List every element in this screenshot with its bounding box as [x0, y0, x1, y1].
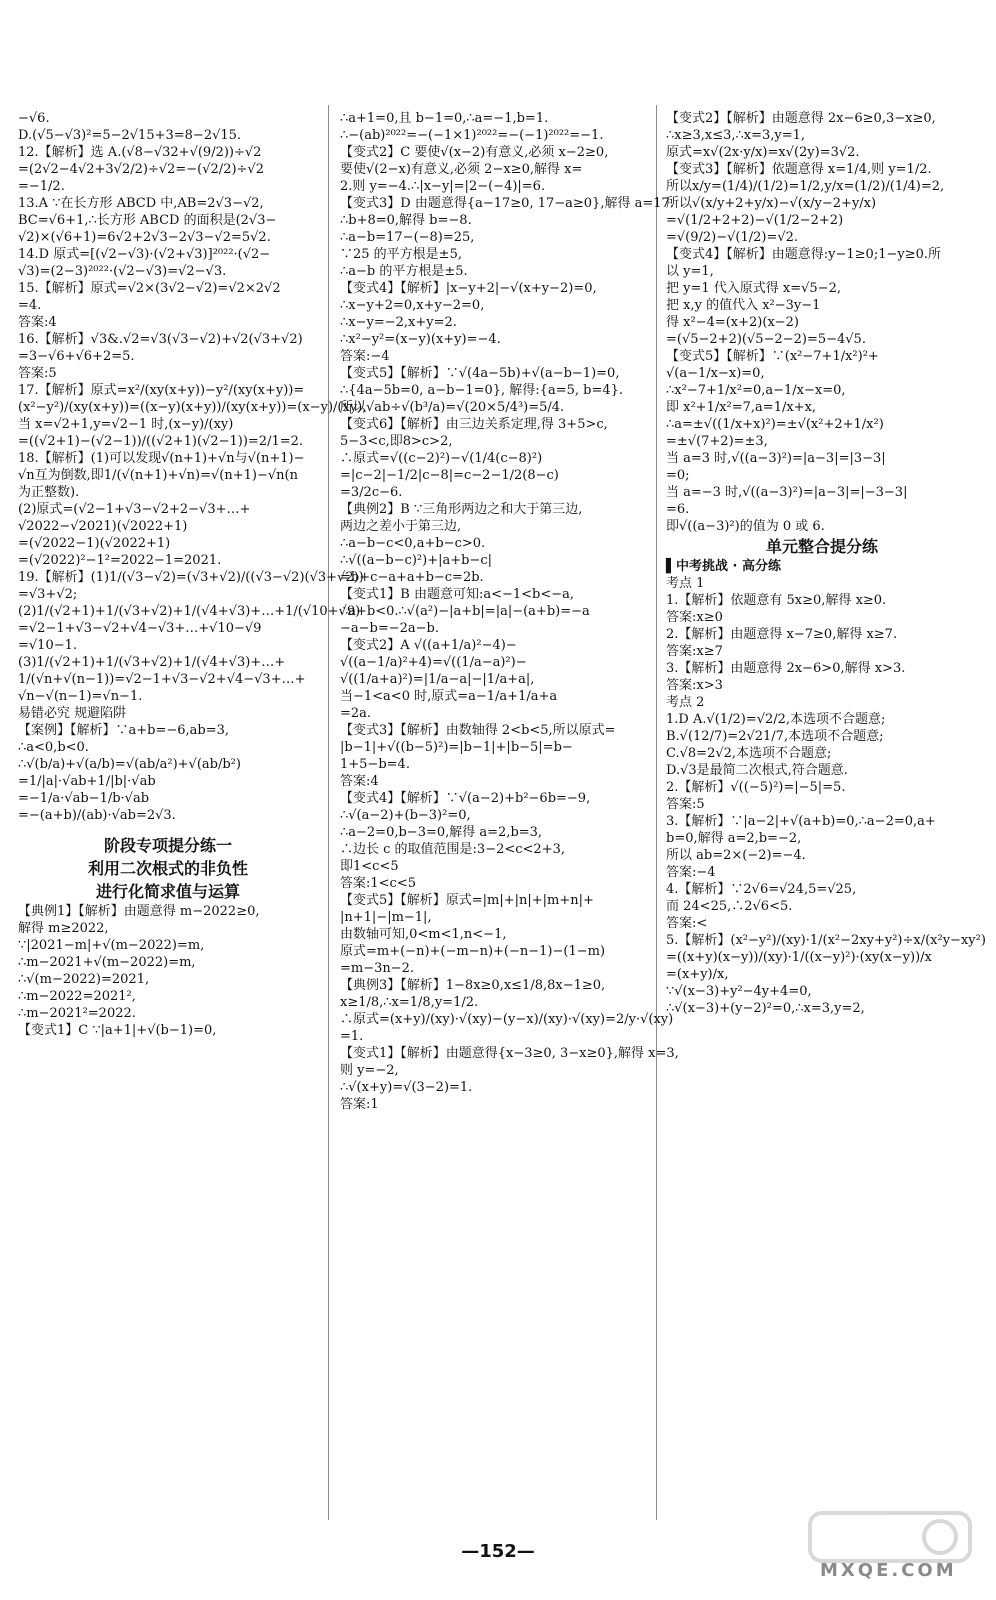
text-line: 【变式4】【解析】|x−y+2|−√(x+y−2)=0,: [340, 281, 597, 296]
text-line: √(a−1/x−x)=0,: [666, 366, 765, 381]
text-line: 即 x²+1/x²=7,a=1/x+x,: [666, 400, 817, 415]
column-2-lines: [340, 110, 679, 1113]
text-line: 为正整数).: [18, 485, 80, 500]
text-line: =√(9/2)−√(1/2)=√2.: [666, 230, 799, 245]
text-line: ∴b+8=0,解得 b=−8.: [340, 213, 472, 228]
text-line: 1.【解析】依题意有 5x≥0,解得 x≥0.: [666, 593, 887, 608]
text-line: √2)×(√6+1)=6√2+2√3−2√3−√2=5√2.: [18, 230, 271, 245]
text-line: ∴x≥3,x≤3,∴x=3,y=1,: [666, 128, 806, 143]
text-line: 答案:x>3: [666, 678, 723, 693]
text-line: (2)1/(√2+1)+1/(√3+√2)+1/(√4+√3)+…+1/(√10+√9): [18, 604, 361, 619]
text-line: x≥1/8,∴x=1/8,y=1/2.: [340, 995, 479, 1010]
text-line: ∴√(m−2022)=2021,: [18, 972, 150, 987]
answer-column-3: [666, 110, 986, 1520]
text-line: =3−√6+√6+2=5.: [18, 349, 135, 364]
text-line: ∴原式=(x+y)/(xy)·√(xy)−(y−x)/(xy)·√(xy)=2/y·√(xy): [340, 1012, 674, 1027]
text-line: =−1/a·√ab−1/b·√ab: [18, 791, 150, 806]
text-line: 3.【解析】∵|a−2|+√(a+b)=0,∴a−2=0,a+: [666, 814, 936, 829]
text-line: =±√(7+2)=±3,: [666, 434, 768, 449]
text-line: 当−1<a<0 时,原式=a−1/a+1/a+a: [340, 689, 558, 704]
text-line: =3/2c−6.: [340, 485, 403, 500]
text-line: 【变式2】C 要使√(x−2)有意义,必须 x−2≥0,: [340, 145, 609, 160]
text-line: 答案:<: [666, 916, 708, 931]
text-line: √n−√(n−1)=√n−1.: [18, 689, 143, 704]
text-line: ∴边长 c 的取值范围是:3−2<c<2+3,: [340, 842, 565, 857]
text-line: 答案:1: [340, 1097, 379, 1112]
text-line: 答案:4: [340, 774, 379, 789]
text-line: 答案:4: [18, 315, 57, 330]
section-title-1: 阶段专项提分练一: [103, 836, 232, 855]
text-line: 【变式3】【解析】依题意得 x=1/4,则 y=1/2.: [666, 162, 932, 177]
text-line: =1/|a|·√ab+1/|b|·√ab: [18, 774, 156, 789]
watermark-text: MXQE.COM: [820, 1560, 957, 1581]
text-line: 把 y=1 代入原式得 x=√5−2,: [666, 281, 841, 296]
text-line: 【变式5】【解析】∵(x²−7+1/x²)²+: [666, 349, 879, 364]
text-line: 15.【解析】原式=√2×(3√2−√2)=√2×2√2: [18, 281, 281, 296]
unit-section-title: 单元整合提分练: [765, 537, 878, 556]
text-line: =√2−1+√3−√2+√4−√3+…+√10−√9: [18, 621, 262, 636]
text-line: ∴√(a−2)+(b−3)²=0,: [340, 808, 471, 823]
text-line: 当 a=3 时,√((a−3)²)=|a−3|=|3−3|: [666, 451, 886, 466]
text-line: 即1<c<5: [340, 859, 399, 874]
text-line: 【变式2】【解析】由题意得 2x−6≥0,3−x≥0,: [666, 111, 936, 126]
text-line: 要使√(2−x)有意义,必须 2−x≥0,解得 x=: [340, 162, 583, 177]
sub-section-label: 中考挑战 · 高分练: [676, 559, 781, 574]
text-line: 5−3<c,即8>c>2,: [340, 434, 453, 449]
sub-section-title: ▌中考挑战 · 高分练: [666, 559, 781, 574]
text-line: 所以√ab÷√(b³/a)=√(20×5/4³)=5/4.: [340, 400, 565, 415]
text-line: √n互为倒数,即1/(√(n+1)+√n)=√(n+1)−√n(n: [18, 468, 298, 483]
text-line: 所以 ab=2×(−2)=−4.: [666, 848, 806, 863]
text-line: 则 y=−2,: [340, 1063, 399, 1078]
column-1-tail-lines: [18, 903, 318, 1039]
text-line: ∴x²−7+1/x²=0,a−1/x−x=0,: [666, 383, 846, 398]
text-line: BC=√6+1,∴长方形 ABCD 的面积是(2√3−: [18, 213, 277, 228]
text-line: C.√8=2√2,本选项不合题意;: [666, 746, 832, 761]
text-line: 当 a=−3 时,√((a−3)²)=|a−3|=|−3−3|: [666, 485, 908, 500]
column-3-tail-lines: [666, 575, 986, 1017]
text-line: 答案:x≥7: [666, 644, 723, 659]
text-line: 【变式1】C ∵|a+1|+√(b−1)=0,: [18, 1023, 217, 1038]
text-line: 以 y=1,: [666, 264, 714, 279]
text-line: ∴a−2=0,b−3=0,解得 a=2,b=3,: [340, 825, 543, 840]
text-line: 答案:x≥0: [666, 610, 723, 625]
text-line: ∴m−2021+√(m−2022)=m,: [18, 955, 196, 970]
text-line: |b−1|+√((b−5)²)=|b−1|+|b−5|=b−: [340, 740, 573, 755]
text-line: D.√3是最简二次根式,符合题意.: [666, 763, 848, 778]
text-line: =4.: [18, 298, 42, 313]
text-line: √((a−1/a)²+4)=√((1/a−a)²)−: [340, 655, 527, 670]
text-line: 5.【解析】(x²−y²)/(xy)·1/(x²−2xy+y²)÷x/(x²y−xy²): [666, 933, 986, 948]
text-line: 14.D 原式=[(√2−√3)·(√2+√3)]²⁰²²·(√2−: [18, 247, 271, 262]
text-line: 19.【解析】(1)1/(√3−√2)=(√3+√2)/((√3−√2)(√3+√2)): [18, 570, 364, 585]
column-1-lines: [18, 110, 367, 824]
text-line: 1/(√n+√(n−1))=√2−1+√3−√2+√4−√3+…+: [18, 672, 306, 687]
text-line: 两边之差小于第三边,: [340, 519, 462, 534]
text-line: ∴a−b=17−(−8)=25,: [340, 230, 475, 245]
text-line: ∴m−2021²=2022.: [18, 1006, 136, 1021]
text-line: =((x+y)(x−y))/(xy)·1/((x−y)²)·(xy(x−y))/x: [666, 950, 932, 965]
text-line: ∵|2021−m|+√(m−2022)=m,: [18, 938, 205, 953]
text-line: =((√2+1)−(√2−1))/((√2+1)(√2−1))=2/1=2.: [18, 434, 304, 449]
text-line: =m−3n−2.: [340, 961, 415, 976]
text-line: ∴a−b−c<0,a+b−c>0.: [340, 536, 486, 551]
text-line: √2022−√2021)(√2022+1): [18, 519, 188, 534]
text-line: =−1/2.: [18, 179, 65, 194]
text-line: 易错必究 规避陷阱: [18, 706, 127, 721]
text-line: =(√2022−1)(√2022+1): [18, 536, 171, 551]
text-line: =6.: [666, 502, 690, 517]
text-line: 答案:−4: [340, 349, 390, 364]
text-line: 2.【解析】√((−5)²)=|−5|=5.: [666, 780, 846, 795]
text-line: ∴√(x−3)+(y−2)²=0,∴x=3,y=2,: [666, 1001, 865, 1016]
text-line: 解得 m≥2022,: [18, 921, 109, 936]
text-line: 所以√(x/y+2+y/x)−√(x/y−2+y/x): [666, 196, 877, 211]
text-line: =√(1/2+2+2)−√(1/2−2+2): [666, 213, 844, 228]
text-line: 12.【解析】选 A.(√8−√32+√(9/2))÷√2: [18, 145, 262, 160]
text-line: 【变式5】【解析】∵√(4a−5b)+√(a−b−1)=0,: [340, 366, 620, 381]
text-line: ∴a+1=0,且 b−1=0,∴a=−1,b=1.: [340, 111, 549, 126]
text-line: ∴x−y=−2,x+y=2.: [340, 315, 457, 330]
text-line: 【变式1】B 由题意可知:a<−1<b<−a,: [340, 587, 575, 602]
text-line: 当 x=√2+1,y=√2−1 时,(x−y)/(xy): [18, 417, 234, 432]
text-line: 把 x,y 的值代入 x²−3y−1: [666, 298, 821, 313]
text-line: 得 x²−4=(x+2)(x−2): [666, 315, 800, 330]
text-line: 2.则 y=−4.∴|x−y|=|2−(−4)|=6.: [340, 179, 546, 194]
text-line: 18.【解析】(1)可以发现√(n+1)+√n与√(n+1)−: [18, 451, 305, 466]
text-line: 16.【解析】√3&.√2=√3(√3−√2)+√2(√3+√2): [18, 332, 303, 347]
text-line: ∴a=±√((1/x+x)²)=±√(x²+2+1/x²): [666, 417, 884, 432]
text-line: 考点 1: [666, 576, 705, 591]
text-line: ∴x²−y²=(x−y)(x+y)=−4.: [340, 332, 501, 347]
text-line: B.√(12/7)=2√21/7,本选项不合题意;: [666, 729, 884, 744]
text-line: 【变式4】【解析】∵√(a−2)+b²−6b=−9,: [340, 791, 591, 806]
text-line: 即√((a−3)²)的值为 0 或 6.: [666, 519, 825, 534]
text-line: 原式=x√(2x·y/x)=x√(2y)=3√2.: [666, 145, 860, 160]
text-line: =(x+y)/x,: [666, 967, 729, 982]
text-line: |n+1|−|m−1|,: [340, 910, 432, 925]
text-line: ∴√(b/a)+√(a/b)=√(ab/a²)+√(ab/b²): [18, 757, 241, 772]
text-line: (3)1/(√2+1)+1/(√3+√2)+1/(√4+√3)+…+: [18, 655, 286, 670]
text-line: 4.【解析】∵2√6=√24,5=√25,: [666, 882, 857, 897]
text-line: √((1/a+a)²)=|1/a−a|−|1/a+a|,: [340, 672, 535, 687]
text-line: 【典例1】【解析】由题意得 m−2022≥0,: [18, 904, 260, 919]
text-line: ∴−(ab)²⁰²²=−(−1×1)²⁰²²=−(−1)²⁰²²=−1.: [340, 128, 604, 143]
text-line: =(√2022)²−1²=2022−1=2021.: [18, 553, 222, 568]
text-line: ∴√((a−b−c)²)+|a+b−c|: [340, 553, 492, 568]
text-line: 考点 2: [666, 695, 705, 710]
section-title-3: 进行化简求值与运算: [95, 882, 240, 901]
text-line: ∵25 的平方根是±5,: [340, 247, 462, 262]
column-3-lines: [666, 110, 978, 535]
text-line: 答案:5: [18, 366, 57, 381]
column-divider-1: [328, 105, 329, 1520]
text-line: 13.A ∵在长方形 ABCD 中,AB=2√3−√2,: [18, 196, 264, 211]
text-line: 1.D A.√(1/2)=√2/2,本选项不合题意;: [666, 712, 886, 727]
text-line: 17.【解析】原式=x²/(xy(x+y))−y²/(xy(x+y))=: [18, 383, 305, 398]
text-line: ∴m−2022=2021²,: [18, 989, 136, 1004]
watermark-logo-icon: [800, 1505, 980, 1595]
text-line: ∴a<0,b<0.: [18, 740, 89, 755]
text-line: 所以x/y=(1/4)/(1/2)=1/2,y/x=(1/2)/(1/4)=2,: [666, 179, 945, 194]
text-line: D.(√5−√3)²=5−2√15+3=8−2√15.: [18, 128, 242, 143]
text-line: =0;: [666, 468, 690, 483]
text-line: 【典例3】【解析】1−8x≥0,x≤1/8,8x−1≥0,: [340, 978, 606, 993]
text-line: =b+c−a+a+b−c=2b.: [340, 570, 484, 585]
text-line: 原式=m+(−n)+(−m−n)+(−n−1)−(1−m): [340, 944, 606, 959]
text-line: =1.: [340, 1029, 364, 1044]
text-line: 2.【解析】由题意得 x−7≥0,解得 x≥7.: [666, 627, 898, 642]
text-line: 【变式4】【解析】由题意得:y−1≥0;1−y≥0.所: [666, 247, 942, 262]
text-line: 由数轴可知,0<m<1,n<−1,: [340, 927, 507, 942]
text-line: ∴{4a−5b=0, a−b−1=0}, 解得:{a=5, b=4}.: [340, 383, 624, 398]
text-line: √3)=(2−3)²⁰²²·(√2−√3)=√2−√3.: [18, 264, 227, 279]
text-line: 1+5−b=4.: [340, 757, 410, 772]
page-number: —152—: [461, 1541, 535, 1562]
text-line: 【变式5】【解析】原式=|m|+|n|+|m+n|+: [340, 893, 594, 908]
text-line: −√6.: [18, 111, 50, 126]
text-line: 3.【解析】由题意得 2x−6>0,解得 x>3.: [666, 661, 906, 676]
text-line: ∴√(x+y)=√(3−2)=1.: [340, 1080, 473, 1095]
text-line: ∴原式=√((c−2)²)−√(1/4(c−8)²): [340, 451, 543, 466]
text-line: 【变式2】A √((a+1/a)²−4)−: [340, 638, 517, 653]
text-line: 【变式3】【解析】由数轴得 2<b<5,所以原式=: [340, 723, 616, 738]
text-line: (2)原式=(√2−1+√3−√2+2−√3+…+: [18, 502, 251, 517]
text-line: =(2√2−4√2+3√2/2)÷√2=−(√2/2)÷√2: [18, 162, 264, 177]
text-line: 答案:5: [666, 797, 705, 812]
text-line: 【变式6】【解析】由三边关系定理,得 3+5>c,: [340, 417, 608, 432]
text-line: 【案例】【解析】∵a+b=−6,ab=3,: [18, 723, 230, 738]
text-line: ∴a−b 的平方根是±5.: [340, 264, 468, 279]
text-line: 【典例2】B ∵三角形两边之和大于第三边,: [340, 502, 583, 517]
text-line: =(√5−2+2)(√5−2−2)=5−4√5.: [666, 332, 866, 347]
text-line: 而 24<25,∴2√6<5.: [666, 899, 793, 914]
text-line: =−(a+b)/(ab)·√ab=2√3.: [18, 808, 176, 823]
text-line: ∴a+b<0.∴√(a²)−|a+b|=|a|−(a+b)=−a: [340, 604, 590, 619]
text-line: =|c−2|−1/2|c−8|=c−2−1/2(8−c): [340, 468, 559, 483]
text-line: −a−b=−2a−b.: [340, 621, 440, 636]
text-line: =√3+√2;: [18, 587, 78, 602]
section-title-2: 利用二次根式的非负性: [87, 859, 248, 878]
text-line: ∵√(x−3)+y²−4y+4=0,: [666, 984, 812, 999]
text-line: =√10−1.: [18, 638, 78, 653]
text-line: ∴x−y+2=0,x+y−2=0,: [340, 298, 485, 313]
text-line: 答案:1<c<5: [340, 876, 416, 891]
column-divider-2: [656, 105, 657, 1520]
text-line: b=0,解得 a=2,b=−2,: [666, 831, 802, 846]
text-line: (x²−y²)/(xy(x+y))=((x−y)(x+y))/(xy(x+y))=(x−y)/(xy),: [18, 400, 367, 415]
text-line: 【变式3】D 由题意得{a−17≥0, 17−a≥0},解得 a=17.: [340, 196, 674, 211]
text-line: 答案:−4: [666, 865, 716, 880]
answer-column-2: [340, 110, 679, 1520]
text-line: =2a.: [340, 706, 372, 721]
text-line: 【变式1】【解析】由题意得{x−3≥0, 3−x≥0},解得 x=3,: [340, 1046, 679, 1061]
